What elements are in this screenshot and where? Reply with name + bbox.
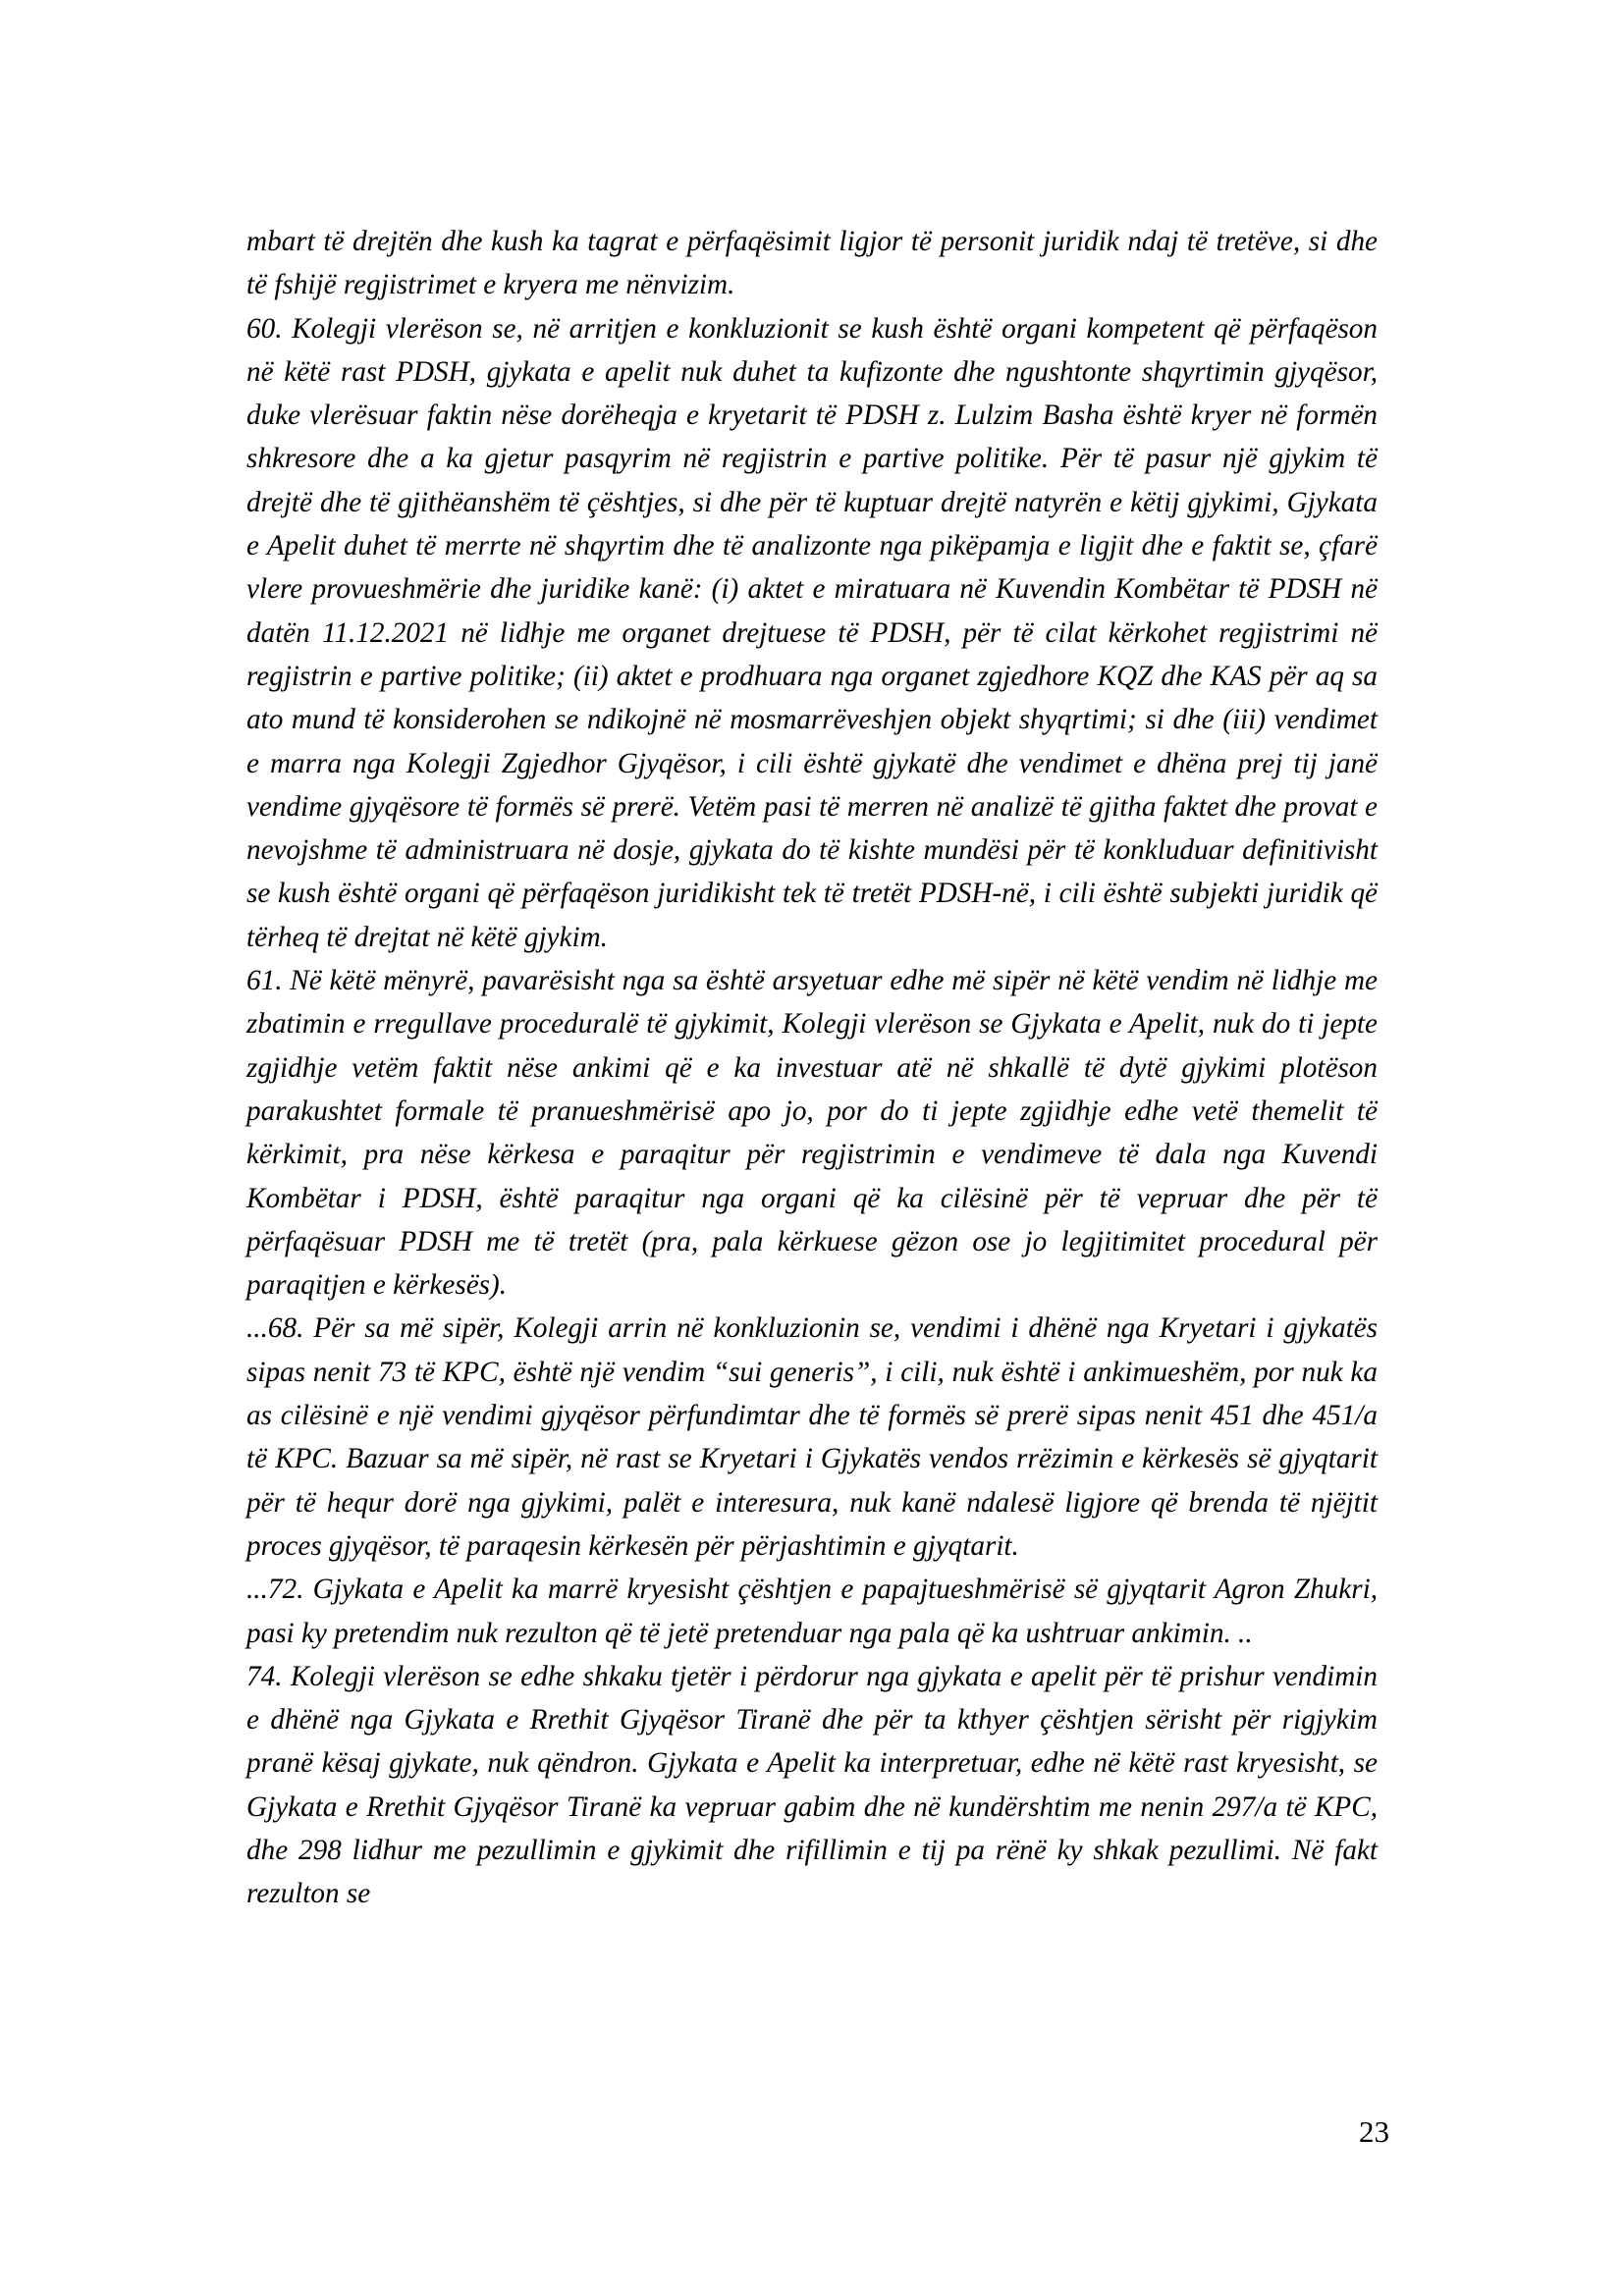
document-body (246, 220, 1378, 1916)
paragraph-61: 61. Në këtë mënyrë, pavarësisht nga sa është arsyetuar edhe më sipër në këtë vendim në lidhje me zbatimin e rregullave proceduralë të gjykimit, Kolegji vlerëson se Gjykata e Apelit, nuk do ti jepte zgjidhje vetëm faktit nëse ankimi që e ka investuar atë në shkallë të dytë gjykimi plotëson parakushtet formale të pranueshmërisë apo jo, por do ti jepte zgjidhje edhe vetë themelit të kërkimit, pra nëse kërkesa e paraqitur për regjistrimin e vendimeve të dala nga Kuvendi Kombëtar i PDSH, është paraqitur nga organi që ka cilësinë për të vepruar dhe për të përfaqësuar PDSH me të tretët (pra, pala kërkuese gëzon ose jo legjitimitet procedural për paraqitjen e kërkesës). (246, 965, 1378, 1302)
paragraph-74: 74. Kolegji vlerëson se edhe shkaku tjetër i përdorur nga gjykata e apelit për të prishur vendimin e dhënë nga Gjykata e Rrethit Gjyqësor Tiranë dhe për ta kthyer çështjen sërisht për rigjykim pranë kësaj gjykate, nuk qëndron. Gjykata e Apelit ka interpretuar, edhe në këtë rast kryesisht, se Gjykata e Rrethit Gjyqësor Tiranë ka vepruar gabim dhe në kundërshtim me nenin 297/a të KPC, dhe 298 lidhur me pezullimin e gjykimit dhe rifillimin e tij pa rënë ky shkak pezullimi. Në fakt rezulton se (246, 1660, 1378, 1910)
paragraph-60: 60. Kolegji vlerëson se, në arritjen e konkluzionit se kush është organi kompetent që përfaqëson në këtë rast PDSH, gjykata e apelit nuk duhet ta kufizonte dhe ngushtonte shqyrtimin gjyqësor, duke vlerësuar faktin nëse dorëheqja e kryetarit të PDSH z. Lulzim Basha është kryer në formën shkresore dhe a ka gjetur pasqyrim në regjistrin e partive politike. Për të pasur një gjykim të drejtë dhe të gjithëanshëm të çështjes, si dhe për të kuptuar drejtë natyrën e këtij gjykimi, Gjykata e Apelit duhet të merrte në shqyrtim dhe të analizonte nga pikëpamja e ligjit dhe e faktit se, çfarë vlere provueshmërie dhe juridike kanë: (i) aktet e miratuara në Kuvendin Kombëtar të PDSH në datën 11.12.2021 në lidhje me organet drejtuese të PDSH, për të cilat kërkohet regjistrimi në regjistrin e partive politike; (ii) aktet e prodhuara nga organet zgjedhore KQZ dhe KAS për aq sa ato mund të konsiderohen se ndikojnë në mosmarrëveshjen objekt shyqrtimi; si dhe (iii) vendimet e marra nga Kolegji Zgjedhor Gjyqësor, i cili është gjykatë dhe vendimet e dhëna prej tij janë vendime gjyqësore të formës së prerë. Vetëm pasi të merren në analizë të gjitha faktet dhe provat e nevojshme të administruara në dosje, gjykata do të kishte mundësi për të konkluduar definitivisht se kush është organi që përfaqëson juridikisht tek të tretët PDSH-në, i cili është subjekti juridik që tërheq të drejtat në këtë gjykim. (246, 312, 1378, 953)
paragraph-continuation: mbart të drejtën dhe kush ka tagrat e përfaqësimit ligjor të personit juridik ndaj të tretëve, si dhe të fshijë regjistrimet e kryera me nënvizim. (246, 226, 1378, 301)
paragraph-72: ...72. Gjykata e Apelit ka marrë kryesisht çështjen e papajtueshmërisë së gjyqtarit Agron Zhukri, pasi ky pretendim nuk rezulton që të jetë pretenduar nga pala që ka ushtruar ankimin. .. (246, 1574, 1378, 1649)
page-number: 23 (1359, 2114, 1389, 2149)
paragraph-68: ...68. Për sa më sipër, Kolegji arrin në konkluzionin se, vendimi i dhënë nga Kryetari i gjykatës sipas nenit 73 të KPC, është një vendim “sui generis”, i cili, nuk është i ankimueshëm, por nuk ka as cilësinë e një vendimi gjyqësor përfundimtar dhe të formës së prerë sipas nenit 451 dhe 451/a të KPC. Bazuar sa më sipër, në rast se Kryetari i Gjykatës vendos rrëzimin e kërkesës së gjyqtarit për të hequr dorë nga gjykimi, palët e interesura, nuk kanë ndalesë ligjore që brenda të njëjtit proces gjyqësor, të paraqesin kërkesën për përjashtimin e gjyqtarit. (246, 1312, 1378, 1562)
